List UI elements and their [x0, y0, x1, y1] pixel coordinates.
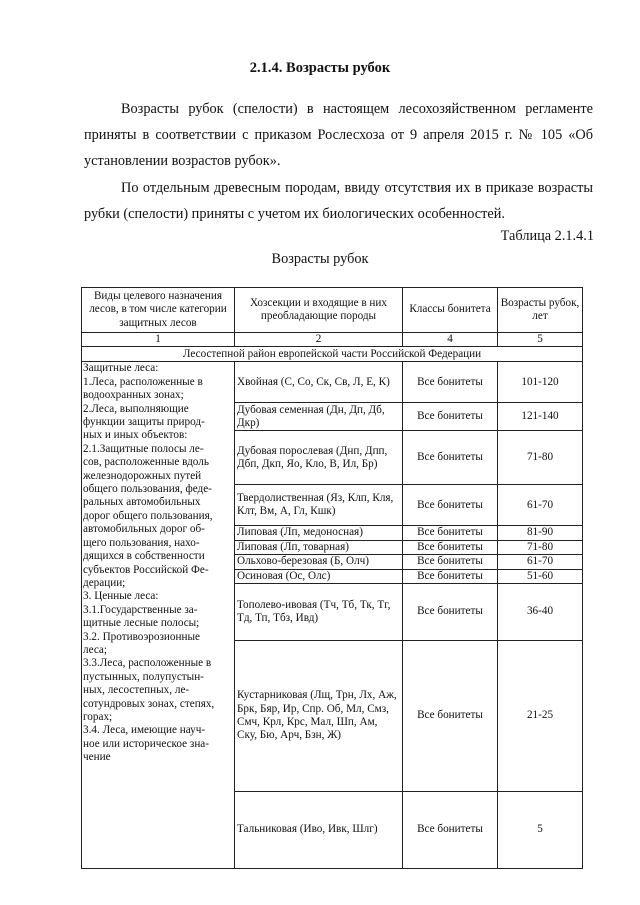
- purpose-line: 3.3.Леса, расположенные в: [83, 657, 212, 670]
- purpose-line: ных, лесостепных, ле-: [83, 684, 190, 697]
- purpose-line: леса;: [83, 643, 108, 656]
- purpose-line: горах;: [83, 710, 113, 723]
- purpose-line: общего пользования, феде-: [83, 483, 212, 496]
- age-cell: 101-120: [498, 362, 583, 403]
- felling-ages-table: [81, 287, 583, 869]
- bonitet-cell: Все бонитеты: [403, 485, 498, 526]
- purpose-line: 1.Леса, расположенные в: [83, 375, 203, 388]
- bonitet-cell: Все бонитеты: [403, 555, 498, 569]
- purpose-line: 3.4. Леса, имеющие науч-: [83, 724, 206, 737]
- species-cell: Твердолиственная (Яз, Клп, Кля, Клт, Вм, А, Гл, Кшк): [235, 485, 403, 526]
- purpose-line: железнодорожных путей: [83, 469, 202, 482]
- purpose-line: 3.1.Государственные за-: [83, 603, 198, 616]
- age-cell: 121-140: [498, 403, 583, 431]
- table-header-row: [82, 288, 583, 333]
- purpose-line: 3.2. Противоэрозионные: [83, 630, 200, 643]
- purpose-line: дящихся в собственности: [83, 550, 205, 563]
- paragraph-species: По отдельным древесным породам, ввиду отсутствия их в приказе возрасты рубки (спелости) приняты с учетом их биологических особенностей.: [84, 180, 593, 222]
- bonitet-cell: Все бонитеты: [403, 403, 498, 431]
- column-number: 2: [235, 333, 403, 347]
- species-cell: Хвойная (С, Со, Ск, Св, Л, Е, К): [235, 362, 403, 403]
- age-cell: 51-60: [498, 569, 583, 583]
- column-number: 5: [498, 333, 583, 347]
- purpose-line: функции защиты природ-: [83, 416, 205, 429]
- age-cell: 61-70: [498, 555, 583, 569]
- purpose-line: Защитные леса:: [83, 362, 159, 375]
- bonitet-cell: Все бонитеты: [403, 431, 498, 485]
- species-cell: Тополево-ивовая (Тч, Тб, Тк, Тг, Тд, Тп, Тбз, Ивд): [235, 584, 403, 641]
- bonitet-cell: Все бонитеты: [403, 362, 498, 403]
- header-bonitet: Классы бонитета: [403, 288, 498, 333]
- bonitet-cell: Все бонитеты: [403, 540, 498, 554]
- header-species: Хозсекции и входящие в них преобладающие породы: [235, 288, 403, 333]
- section-heading: 2.1.4. Возрасты рубок: [249, 60, 391, 76]
- species-cell: Ольхово-березовая (Б, Олч): [235, 555, 403, 569]
- age-cell: 36-40: [498, 584, 583, 641]
- bonitet-cell: Все бонитеты: [403, 526, 498, 540]
- bonitet-cell: Все бонитеты: [403, 641, 498, 792]
- purpose-line: пустынных, полупустын-: [83, 670, 204, 683]
- purpose-line: щего пользования, нахо-: [83, 536, 200, 549]
- table-number-label: Таблица 2.1.4.1: [500, 228, 594, 244]
- paragraph-intro: Возрасты рубок (спелости) в настоящем лесохозяйственном регламенте приняты в соответствии с приказом Рослесхоза от 9 апреля 2015 г. № 105 «Об установлении возрастов рубок».: [84, 101, 593, 169]
- purpose-line: ных и иных объектов:: [83, 429, 188, 442]
- age-cell: 81-90: [498, 526, 583, 540]
- age-cell: 61-70: [498, 485, 583, 526]
- region-row: [82, 347, 583, 362]
- purpose-line: ральных автомобильных: [83, 496, 201, 509]
- species-cell: Кустарниковая (Лщ, Трн, Лх, Аж, Брк, Бяр, Ир, Спр. Об, Мл, Смз, Смч, Крл, Крс, Мал, Шп, Ам, Ску, Бю, Арч, Бзн, Ж): [235, 641, 403, 792]
- species-cell: Дубовая порослевая (Днп, Дпп, Дбп, Дкп, Яо, Кло, В, Ил, Бр): [235, 431, 403, 485]
- purpose-line: чение: [83, 751, 111, 764]
- column-number: 1: [82, 333, 235, 347]
- region-title: Лесостепной район европейской части Российской Федерации: [82, 347, 583, 362]
- header-purpose: Виды целевого назначения лесов, в том числе категории защитных лесов: [82, 288, 235, 333]
- age-cell: 71-80: [498, 540, 583, 554]
- column-number-row: [82, 333, 583, 347]
- species-cell: Осиновая (Ос, Олс): [235, 569, 403, 583]
- purpose-line: водоохранных зонах;: [83, 389, 184, 402]
- purpose-line: щитные лесные полосы;: [83, 617, 200, 630]
- purpose-line: дерации;: [83, 576, 126, 589]
- purpose-line: сотундровых зонах, степях,: [83, 697, 215, 710]
- species-cell: Липовая (Лп, товарная): [235, 540, 403, 554]
- species-cell: Липовая (Лп, медоносная): [235, 526, 403, 540]
- species-cell: Тальниковая (Иво, Ивк, Шлг): [235, 792, 403, 869]
- purpose-line: 3. Ценные леса:: [83, 590, 159, 603]
- header-age: Возрасты рубок, лет: [498, 288, 583, 333]
- purpose-line: ное или историческое зна-: [83, 737, 209, 750]
- bonitet-cell: Все бонитеты: [403, 792, 498, 869]
- purpose-cell: [82, 362, 235, 869]
- purpose-line: дорог общего пользования,: [83, 509, 213, 522]
- column-number: 4: [403, 333, 498, 347]
- bonitet-cell: Все бонитеты: [403, 569, 498, 583]
- purpose-line: субъектов Российской Фе-: [83, 563, 209, 576]
- purpose-line: сов, расположенные вдоль: [83, 456, 209, 469]
- purpose-line: 2.Леса, выполняющие: [83, 402, 189, 415]
- species-cell: Дубовая семенная (Дн, Дп, Дб, Дкр): [235, 403, 403, 431]
- purpose-line: автомобильных дорог об-: [83, 523, 205, 536]
- table-caption: Возрасты рубок: [271, 251, 369, 267]
- age-cell: 5: [498, 792, 583, 869]
- age-cell: 21-25: [498, 641, 583, 792]
- table-row: [82, 362, 583, 403]
- bonitet-cell: Все бонитеты: [403, 584, 498, 641]
- purpose-line: 2.1.Защитные полосы ле-: [83, 442, 204, 455]
- age-cell: 71-80: [498, 431, 583, 485]
